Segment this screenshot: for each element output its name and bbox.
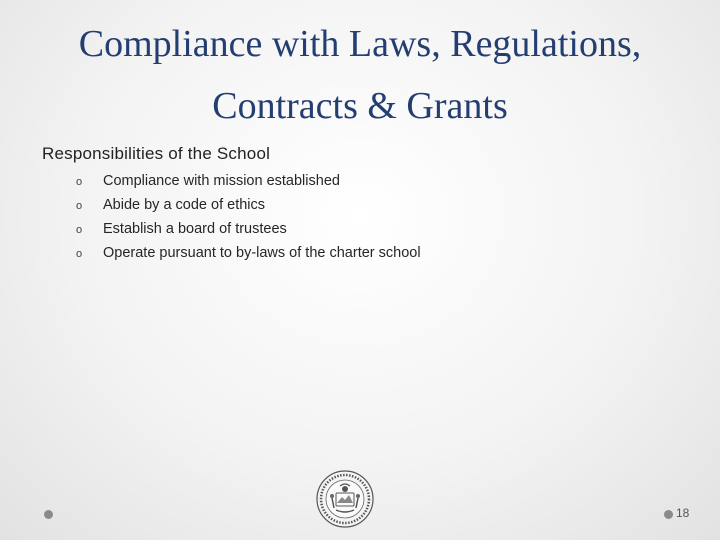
bullet-marker: o <box>76 248 83 260</box>
footer-dot-left <box>44 510 53 519</box>
bullet-marker: o <box>76 200 83 212</box>
bullet-marker: o <box>76 224 83 236</box>
bullet-text: Operate pursuant to by-laws of the charter school <box>103 245 421 261</box>
list-item <box>76 242 421 266</box>
list-item <box>76 170 421 194</box>
list-item <box>76 194 421 218</box>
bullet-text: Establish a board of trustees <box>103 221 287 237</box>
slide-number: 18 <box>676 506 690 520</box>
title-line-2: Contracts & Grants <box>212 84 508 127</box>
bullet-text: Compliance with mission established <box>103 173 340 189</box>
footer-dot-right <box>664 510 673 519</box>
section-heading: Responsibilities of the School <box>42 144 271 163</box>
state-seal-icon <box>316 470 374 528</box>
slide-title <box>0 14 720 137</box>
title-line-1: Compliance with Laws, Regulations, <box>78 23 642 65</box>
bullet-marker: o <box>76 176 83 188</box>
bullet-text: Abide by a code of ethics <box>103 197 266 213</box>
list-item <box>76 218 421 242</box>
bullet-list <box>76 170 421 266</box>
